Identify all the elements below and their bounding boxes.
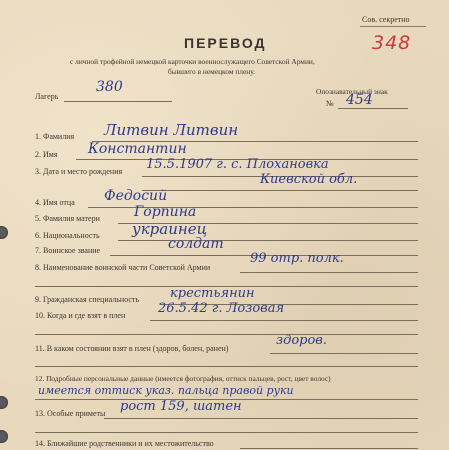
id-tag-line: [338, 108, 408, 109]
camp-label: Лагерь: [35, 92, 59, 101]
field-3-value-line-2: Киевской обл.: [260, 172, 358, 187]
field-10-line: [150, 320, 418, 321]
punch-hole: [0, 396, 8, 409]
field-11-value: здоров.: [276, 333, 328, 348]
field-4-value: Федосий: [104, 188, 168, 204]
field-6-line: [118, 240, 418, 241]
field-10-label: 10. Когда и где взят в плен: [35, 311, 126, 320]
field-11-label: 11. В каком состоянии взят в плен (здоров, болен, ранен): [35, 344, 229, 353]
field-2-value: Константин: [88, 141, 187, 157]
subtitle-line-1: с личной трофейной немецкой карточки военнослужащего Советской Армии,: [70, 57, 315, 66]
field-8-label: 8. Наименование воинской части Советской Армии: [35, 263, 211, 272]
field-1-label: 1. Фамилия: [35, 132, 75, 141]
field-3-value-line-1: 15.5.1907 г. с. Плохановка: [146, 157, 329, 172]
camp-line: [64, 101, 172, 102]
field-4-label: 4. Имя отца: [35, 198, 75, 207]
field-9-value: крестьянин: [170, 286, 255, 301]
field-3-line-2: [142, 190, 418, 191]
field-12-value: имеется оттиск указ. пальца правой руки: [38, 384, 294, 397]
secrecy-underline: [360, 26, 426, 27]
field-6-value: украинец: [132, 220, 208, 238]
secrecy-mark: Сов. секретно: [362, 15, 410, 24]
field-7-value: солдат: [168, 236, 224, 252]
page-title: ПЕРЕВОД: [184, 35, 267, 51]
id-tag-value: 454: [346, 92, 373, 108]
document-number: 348: [372, 32, 412, 54]
field-8-value: 99 отр. полк.: [250, 251, 344, 266]
field-10-line-2: [35, 334, 418, 335]
field-13-value: рост 159, шатен: [120, 399, 242, 414]
id-tag-label: Опознавательный знак: [316, 87, 388, 96]
field-5-label: 5. Фамилия матери: [35, 214, 100, 223]
field-8-line: [240, 272, 418, 273]
field-5-value: Горпина: [134, 204, 197, 220]
field-2-label: 2. Имя: [35, 150, 58, 159]
camp-value: 380: [96, 79, 123, 95]
field-11-line: [270, 353, 418, 354]
field-9-label: 9. Гражданская специальность: [35, 295, 140, 304]
field-11-line-2: [35, 366, 418, 367]
field-10-value: 26.5.42 г. Лозовая: [158, 301, 285, 316]
punch-hole: [0, 226, 8, 239]
field-14-line: [240, 448, 418, 449]
field-1-value: Литвин Литвин: [104, 121, 239, 139]
field-12-label: 12. Подробные персональные данные (имеется фотография, оттиск пальцев, рост, цвет волос): [35, 374, 331, 383]
field-13-label: 13. Особые приметы: [35, 409, 106, 418]
id-tag-number-sign: №: [326, 99, 334, 108]
field-14-label: 14. Ближайшие родственники и их местожительство: [35, 439, 214, 448]
field-7-label: 7. Воинское звание: [35, 246, 101, 255]
field-13-line-2: [35, 432, 418, 433]
field-6-label: 6. Национальность: [35, 231, 100, 240]
subtitle-line-2: бывшего в немецком плену.: [168, 67, 256, 76]
field-13-line: [104, 418, 418, 419]
field-3-label: 3. Дата и место рождения: [35, 167, 123, 176]
punch-hole: [0, 430, 8, 443]
